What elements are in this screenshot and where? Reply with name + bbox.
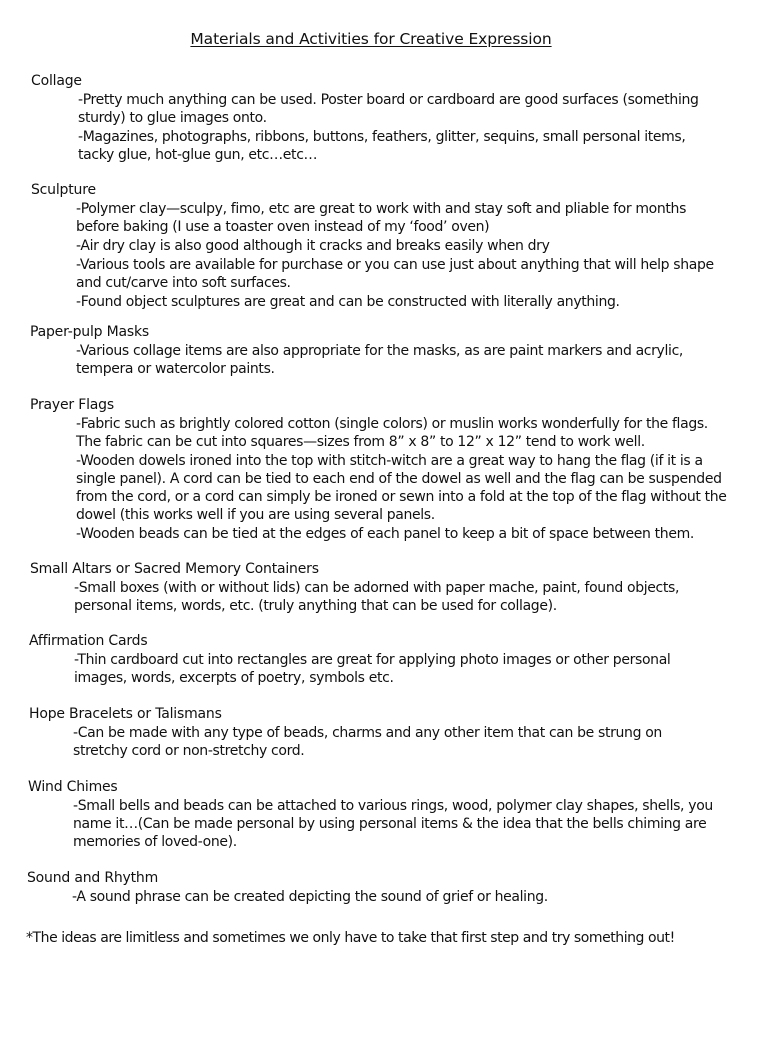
section-item: -Can be made with any type of beads, charms and any other item that can be strung on stretchy cord or non-stretchy cord.: [73, 725, 662, 759]
section-item: -A sound phrase can be created depicting the sound of grief or healing.: [72, 889, 548, 905]
section-heading: Prayer Flags: [30, 397, 114, 413]
closing-note: *The ideas are limitless and sometimes we only have to take that first step and try something out!: [26, 930, 675, 946]
section-affirmation-cards: [0, 632, 740, 687]
section-paper-pulp-masks: [0, 323, 740, 378]
document-title: Materials and Activities for Creative Expression: [190, 30, 552, 48]
section-item: -Various collage items are also appropriate for the masks, as are paint markers and acrylic, tempera or watercolor paints.: [76, 343, 684, 377]
section-heading: Paper-pulp Masks: [30, 324, 149, 340]
section-prayer-flags: [0, 396, 740, 543]
section-heading: Sound and Rhythm: [27, 870, 159, 886]
section-heading: Affirmation Cards: [29, 633, 148, 649]
section-item: -Pretty much anything can be used. Poster board or cardboard are good surfaces (something sturdy) to glue images onto.: [78, 92, 699, 126]
section-heading: Sculpture: [31, 182, 96, 198]
section-item: -Various tools are available for purchase or you can use just about anything that will help shape and cut/carve into soft surfaces.: [76, 257, 714, 291]
section-collage: [0, 72, 740, 164]
section-sculpture: [0, 181, 740, 311]
section-item: -Polymer clay—sculpy, fimo, etc are great to work with and stay soft and pliable for months before baking (I use a toaster oven instead of my ‘food’ oven): [76, 201, 687, 235]
section-hope-bracelets: [0, 705, 740, 760]
section-item: -Magazines, photographs, ribbons, buttons, feathers, glitter, sequins, small personal items, tacky glue, hot-glue gun, etc…etc…: [78, 129, 686, 163]
section-wind-chimes: [0, 778, 740, 851]
section-small-altars: [0, 560, 740, 615]
section-heading: Hope Bracelets or Talismans: [29, 706, 222, 722]
section-item: -Found object sculptures are great and can be constructed with literally anything.: [76, 294, 620, 310]
section-item: -Thin cardboard cut into rectangles are great for applying photo images or other personal images, words, excerpts of poetry, symbols etc.: [74, 652, 671, 686]
section-heading: Wind Chimes: [28, 779, 118, 795]
section-heading: Small Altars or Sacred Memory Containers: [30, 561, 319, 577]
section-item: -Wooden beads can be tied at the edges of each panel to keep a bit of space between them.: [76, 526, 694, 542]
section-heading: Collage: [31, 73, 82, 89]
section-item: -Fabric such as brightly colored cotton (single colors) or muslin works wonderfully for the flags. The fabric can be cut into squares—sizes from 8” x 8” to 12” x 12” tend to work well.: [76, 416, 708, 450]
section-sound-and-rhythm: [0, 869, 740, 906]
section-item: -Wooden dowels ironed into the top with stitch-witch are a great way to hang the flag (if it is a single panel). A cord can be tied to each end of the dowel as well and the flag can be suspended from the cord, or a cord can simply be ironed or sewn into a fold at the top of the flag without the dowel (this works well if you are using several panels.: [76, 453, 727, 523]
section-item: -Small boxes (with or without lids) can be adorned with paper mache, paint, found objects, personal items, words, etc. (truly anything that can be used for collage).: [74, 580, 680, 614]
section-item: -Small bells and beads can be attached to various rings, wood, polymer clay shapes, shells, you name it…(Can be made personal by using personal items & the idea that the bells chiming are memories of loved-one).: [73, 798, 713, 850]
section-item: -Air dry clay is also good although it cracks and breaks easily when dry: [76, 238, 550, 254]
